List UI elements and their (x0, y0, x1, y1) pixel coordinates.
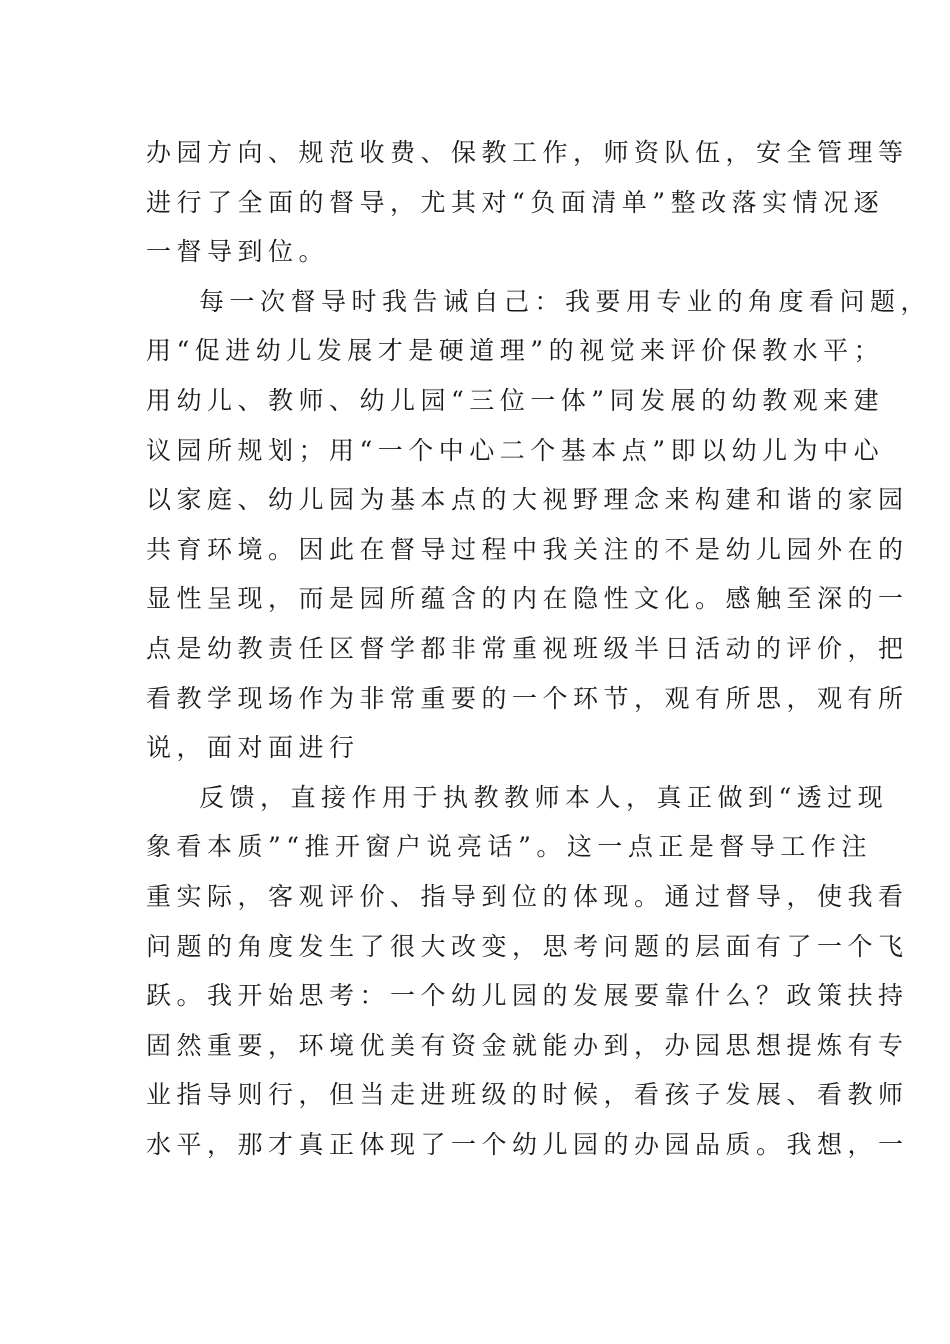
text-line: 固然重要，环境优美有资金就能办到，办园思想提炼有专 (146, 1030, 909, 1060)
text-line: 跃。我开始思考：一个幼儿园的发展要靠什么？政策扶持 (146, 981, 909, 1011)
text-line: 进行了全面的督导，尤其对“负面清单”整改落实情况逐 (146, 187, 885, 217)
text-line: 一督导到位。 (146, 237, 330, 267)
text-line: 说，面对面进行 (146, 733, 360, 763)
text-line: 看教学现场作为非常重要的一个环节，观有所思，观有所 (146, 683, 909, 713)
text-line: 重实际，客观评价、指导到位的体现。通过督导，使我看 (146, 881, 909, 911)
text-line: 问题的角度发生了很大改变，思考问题的层面有了一个飞 (146, 931, 909, 961)
text-line: 业指导则行，但当走进班级的时候，看孩子发展、看教师 (146, 1080, 909, 1110)
text-line: 用“促进幼儿发展才是硬道理”的视觉来评价保教水平； (146, 336, 885, 366)
text-line: 议园所规划；用“一个中心二个基本点”即以幼儿为中心 (146, 435, 885, 465)
text-line: 办园方向、规范收费、保教工作，师资队伍，安全管理等 (146, 138, 909, 167)
paragraph-start-line: 反馈，直接作用于执教教师本人，真正做到“透过现 (199, 782, 889, 812)
text-line: 象看本质”“推开窗户说亮话”。这一点正是督导工作注 (146, 832, 872, 862)
text-line: 点是幼教责任区督学都非常重视班级半日活动的评价，把 (146, 633, 909, 663)
body-text (146, 128, 932, 1169)
text-line: 用幼儿、教师、幼儿园“三位一体”同发展的幼教观来建 (146, 385, 885, 415)
text-line: 共育环境。因此在督导过程中我关注的不是幼儿园外在的 (146, 534, 909, 564)
text-line: 以家庭、幼儿园为基本点的大视野理念来构建和谐的家园 (146, 485, 909, 515)
paragraph-start-line: 每一次督导时我告诫自己：我要用专业的角度看问题， (199, 286, 932, 316)
text-line: 水平，那才真正体现了一个幼儿园的办园品质。我想，一 (146, 1129, 909, 1159)
text-line: 显性呈现，而是园所蕴含的内在隐性文化。感触至深的一 (146, 584, 909, 614)
